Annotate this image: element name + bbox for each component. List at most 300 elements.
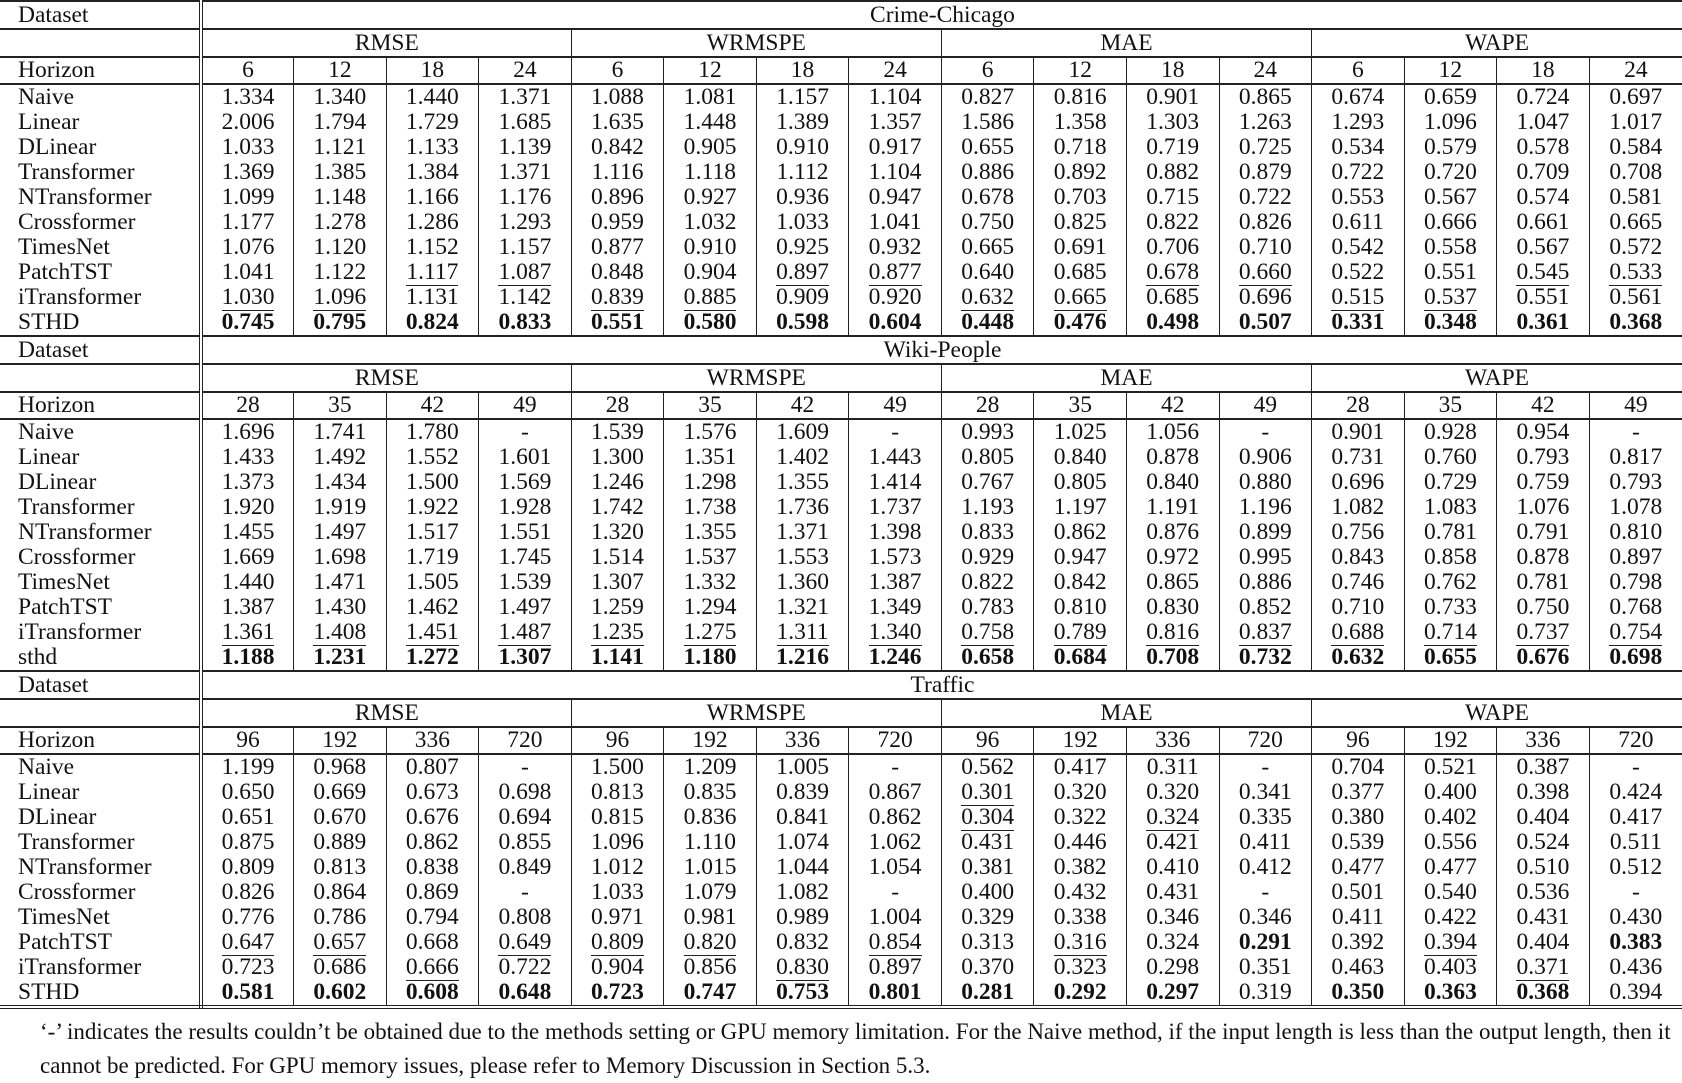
second-best-value: 0.647 xyxy=(221,929,275,955)
metric-cell xyxy=(941,185,1034,210)
metric-cell xyxy=(386,620,479,645)
metric-cell xyxy=(849,520,942,545)
value: 1.389 xyxy=(776,109,829,135)
metric-cell xyxy=(849,830,942,855)
value: 1.303 xyxy=(1146,109,1200,135)
value: 0.972 xyxy=(1146,544,1200,570)
metric-cell xyxy=(1404,905,1497,930)
metric-cell xyxy=(1312,210,1405,235)
metric-cell xyxy=(1219,235,1312,260)
value: 0.539 xyxy=(1331,829,1385,855)
value: 1.307 xyxy=(591,569,644,595)
value: 0.338 xyxy=(1053,904,1107,930)
metric-cell xyxy=(1034,754,1127,780)
value: 0.551 xyxy=(1516,284,1570,310)
metric-cell xyxy=(756,135,849,160)
table-row xyxy=(0,185,1682,210)
method-name: DLinear xyxy=(0,470,201,495)
horizon-value: 336 xyxy=(1497,727,1590,754)
metric-cell xyxy=(1497,84,1590,110)
metric-cell xyxy=(294,110,387,135)
metric-cell xyxy=(1497,419,1590,445)
metric-cell xyxy=(479,495,572,520)
value: 1.742 xyxy=(591,494,644,520)
value: 0.536 xyxy=(1516,879,1570,905)
value: 0.767 xyxy=(961,469,1015,495)
metric-cell xyxy=(1312,570,1405,595)
second-best-value: 0.737 xyxy=(1516,619,1570,645)
metric-cell xyxy=(479,955,572,980)
metric-cell xyxy=(1034,210,1127,235)
metric-cell xyxy=(1589,160,1682,185)
metric-cell xyxy=(571,210,664,235)
metric-cell xyxy=(1497,185,1590,210)
metric-cell xyxy=(1404,620,1497,645)
value: 1.371 xyxy=(498,84,552,110)
table-row xyxy=(0,235,1682,260)
metric-cell xyxy=(1404,185,1497,210)
value: 1.539 xyxy=(591,419,644,445)
metric-cell xyxy=(664,520,757,545)
metric-cell xyxy=(1404,235,1497,260)
value: 0.387 xyxy=(1516,754,1570,780)
method-name: Transformer xyxy=(0,495,201,520)
second-best-value: 1.487 xyxy=(498,619,552,645)
horizon-value: 6 xyxy=(201,57,294,84)
best-value: 1.180 xyxy=(683,644,737,670)
method-name: Naive xyxy=(0,419,201,445)
second-best-value: 0.319 xyxy=(1238,979,1292,1005)
best-value: 0.632 xyxy=(1331,644,1385,670)
metric-cell xyxy=(664,754,757,780)
value: - xyxy=(1261,419,1270,445)
value: 1.131 xyxy=(405,284,459,310)
value: 0.756 xyxy=(1331,519,1385,545)
metric-cell xyxy=(1404,110,1497,135)
metric-cell xyxy=(571,805,664,830)
value: 0.842 xyxy=(591,134,644,160)
value: 0.807 xyxy=(405,754,459,780)
metric-cell xyxy=(1312,830,1405,855)
table-row xyxy=(0,595,1682,620)
metric-cell xyxy=(1312,285,1405,310)
value: 1.032 xyxy=(683,209,737,235)
metric-cell xyxy=(386,445,479,470)
best-value: 0.331 xyxy=(1331,309,1385,335)
second-best-value: 1.408 xyxy=(313,619,367,645)
horizon-value: 28 xyxy=(1312,392,1405,419)
value: 0.346 xyxy=(1238,904,1292,930)
value: 0.910 xyxy=(683,234,737,260)
metric-cell xyxy=(1312,905,1405,930)
value: 0.876 xyxy=(1146,519,1200,545)
value: 0.719 xyxy=(1146,134,1200,160)
metric-cell xyxy=(386,235,479,260)
horizon-value: 28 xyxy=(201,392,294,419)
metric-cell xyxy=(941,830,1034,855)
metric-cell xyxy=(849,780,942,805)
second-best-value: 0.816 xyxy=(1146,619,1200,645)
metric-cell xyxy=(664,185,757,210)
value: 1.152 xyxy=(405,234,459,260)
value: 0.989 xyxy=(776,904,829,930)
horizon-value: 6 xyxy=(571,57,664,84)
metric-header: RMSE xyxy=(201,29,571,57)
metric-cell xyxy=(1126,160,1219,185)
value: 0.403 xyxy=(1423,954,1477,980)
value: 0.889 xyxy=(313,829,367,855)
horizon-value: 720 xyxy=(1219,727,1312,754)
metric-cell xyxy=(201,520,294,545)
metric-cell xyxy=(1126,419,1219,445)
metric-cell xyxy=(1126,495,1219,520)
metric-cell xyxy=(1589,545,1682,570)
metric-cell xyxy=(1497,135,1590,160)
value: 0.402 xyxy=(1423,804,1477,830)
metric-cell xyxy=(479,805,572,830)
value: 1.741 xyxy=(313,419,367,445)
metric-cell xyxy=(294,980,387,1007)
metric-cell xyxy=(201,830,294,855)
dataset-header-row xyxy=(0,1,1682,29)
second-best-value: 0.837 xyxy=(1238,619,1292,645)
method-name: NTransformer xyxy=(0,520,201,545)
value: 0.477 xyxy=(1423,854,1477,880)
second-best-value: 1.117 xyxy=(406,259,459,285)
metric-cell xyxy=(201,135,294,160)
metric-cell xyxy=(386,495,479,520)
metric-cell xyxy=(1589,495,1682,520)
horizon-value: 35 xyxy=(1404,392,1497,419)
table-row xyxy=(0,930,1682,955)
metric-cell xyxy=(1589,855,1682,880)
metric-cell xyxy=(849,805,942,830)
best-value: 1.272 xyxy=(405,644,459,670)
metric-cell xyxy=(1404,780,1497,805)
value: 0.722 xyxy=(498,954,552,980)
metric-cell xyxy=(664,445,757,470)
value: 0.436 xyxy=(1609,954,1663,980)
value: 0.897 xyxy=(868,954,922,980)
metric-header: WRMSPE xyxy=(571,29,941,57)
value: 0.816 xyxy=(1053,84,1107,110)
metric-cell xyxy=(849,595,942,620)
best-value: 0.648 xyxy=(498,979,552,1005)
metric-cell xyxy=(294,310,387,336)
value: 0.793 xyxy=(1516,444,1570,470)
metric-cell xyxy=(1219,545,1312,570)
value: - xyxy=(1631,879,1640,905)
metric-cell xyxy=(201,419,294,445)
metric-cell xyxy=(294,235,387,260)
value: 1.196 xyxy=(1238,494,1292,520)
value: 1.794 xyxy=(313,109,367,135)
metric-cell xyxy=(1219,930,1312,955)
metric-header-row xyxy=(0,29,1682,57)
value: 1.500 xyxy=(591,754,644,780)
metric-cell xyxy=(201,905,294,930)
metric-cell xyxy=(664,780,757,805)
metric-header: MAE xyxy=(941,364,1311,392)
value: 1.685 xyxy=(498,109,552,135)
second-best-value: 0.789 xyxy=(1053,619,1107,645)
value: - xyxy=(521,879,529,905)
value: 1.433 xyxy=(221,444,275,470)
horizon-value: 42 xyxy=(386,392,479,419)
metric-cell xyxy=(756,855,849,880)
metric-cell xyxy=(1312,310,1405,336)
value: 0.341 xyxy=(1238,779,1292,805)
value: 0.750 xyxy=(961,209,1015,235)
table-row xyxy=(0,545,1682,570)
horizon-header-row xyxy=(0,727,1682,754)
metric-cell xyxy=(386,830,479,855)
metric-cell xyxy=(201,310,294,336)
value: 0.830 xyxy=(1146,594,1200,620)
metric-cell xyxy=(1126,855,1219,880)
method-name: iTransformer xyxy=(0,955,201,980)
metric-cell xyxy=(1497,805,1590,830)
metric-cell xyxy=(1126,880,1219,905)
value: 1.199 xyxy=(221,754,275,780)
value: - xyxy=(891,879,900,905)
value: 0.323 xyxy=(1053,954,1107,980)
metric-cell xyxy=(1497,645,1590,671)
metric-cell xyxy=(294,570,387,595)
metric-cell xyxy=(1034,855,1127,880)
metric-cell xyxy=(756,880,849,905)
metric-cell xyxy=(1126,185,1219,210)
metric-cell xyxy=(479,445,572,470)
metric-cell xyxy=(756,520,849,545)
value: 1.537 xyxy=(683,544,737,570)
metric-cell xyxy=(1219,754,1312,780)
metric-cell xyxy=(664,855,757,880)
metric-cell xyxy=(1589,470,1682,495)
metric-cell xyxy=(849,285,942,310)
metric-cell xyxy=(1034,545,1127,570)
metric-cell xyxy=(756,955,849,980)
value: 0.901 xyxy=(1146,84,1200,110)
metric-cell xyxy=(386,780,479,805)
value: 0.324 xyxy=(1146,929,1200,955)
value: 1.500 xyxy=(405,469,459,495)
second-best-value: 0.666 xyxy=(405,954,459,980)
value: 0.685 xyxy=(1053,259,1107,285)
value: 1.286 xyxy=(405,209,459,235)
value: 0.835 xyxy=(683,779,737,805)
value: 1.005 xyxy=(776,754,829,780)
value: - xyxy=(521,754,529,780)
second-best-value: 0.545 xyxy=(1516,259,1570,285)
value: 1.497 xyxy=(313,519,367,545)
value: 0.424 xyxy=(1609,779,1663,805)
metric-cell xyxy=(1497,830,1590,855)
value: 1.209 xyxy=(683,754,737,780)
value: 1.492 xyxy=(313,444,367,470)
metric-cell xyxy=(664,135,757,160)
metric-cell xyxy=(1034,930,1127,955)
second-best-value: 0.371 xyxy=(1516,954,1570,980)
metric-cell xyxy=(664,805,757,830)
metric-cell xyxy=(1219,210,1312,235)
value: 0.781 xyxy=(1423,519,1477,545)
value: 1.015 xyxy=(683,854,737,880)
value: 0.346 xyxy=(1146,904,1200,930)
horizon-label: Horizon xyxy=(0,727,201,754)
value: 0.696 xyxy=(1238,284,1292,310)
value: 0.910 xyxy=(776,134,829,160)
value: 0.392 xyxy=(1331,929,1385,955)
table-row xyxy=(0,805,1682,830)
metric-cell xyxy=(1126,110,1219,135)
dataset-name: Traffic xyxy=(201,671,1682,699)
metric-cell xyxy=(201,545,294,570)
value: 0.710 xyxy=(1331,594,1385,620)
value: 1.074 xyxy=(776,829,829,855)
value: 1.076 xyxy=(1516,494,1570,520)
metric-cell xyxy=(294,545,387,570)
method-name: Crossformer xyxy=(0,545,201,570)
best-value: 0.281 xyxy=(961,979,1015,1005)
metric-header: WAPE xyxy=(1312,699,1682,727)
value: 0.794 xyxy=(405,904,459,930)
metric-cell xyxy=(1219,185,1312,210)
metric-cell xyxy=(386,570,479,595)
best-value: 1.188 xyxy=(221,644,275,670)
value: 0.511 xyxy=(1609,829,1662,855)
value: 0.838 xyxy=(405,854,459,880)
horizon-value: 28 xyxy=(941,392,1034,419)
metric-cell xyxy=(201,980,294,1007)
best-value: 0.658 xyxy=(961,644,1015,670)
value: 1.041 xyxy=(221,259,275,285)
metric-cell xyxy=(941,980,1034,1007)
metric-cell xyxy=(1404,880,1497,905)
value: 1.300 xyxy=(591,444,644,470)
metric-cell xyxy=(941,545,1034,570)
value: 0.864 xyxy=(313,879,367,905)
metric-cell xyxy=(1312,419,1405,445)
metric-cell xyxy=(756,780,849,805)
horizon-header-row xyxy=(0,392,1682,419)
value: 1.054 xyxy=(868,854,922,880)
table-row xyxy=(0,620,1682,645)
value: 1.371 xyxy=(776,519,829,545)
value: 0.320 xyxy=(1146,779,1200,805)
metric-cell xyxy=(1219,880,1312,905)
metric-cell xyxy=(571,310,664,336)
metric-cell xyxy=(294,595,387,620)
table-row xyxy=(0,310,1682,336)
horizon-value: 192 xyxy=(294,727,387,754)
value: 1.120 xyxy=(313,234,367,260)
metric-cell xyxy=(1034,645,1127,671)
value: 1.551 xyxy=(498,519,552,545)
metric-cell xyxy=(1589,905,1682,930)
second-best-value: 1.451 xyxy=(405,619,459,645)
horizon-value: 336 xyxy=(756,727,849,754)
method-name: Transformer xyxy=(0,830,201,855)
metric-cell xyxy=(1312,470,1405,495)
metric-cell xyxy=(941,260,1034,285)
metric-cell xyxy=(571,855,664,880)
value: 0.404 xyxy=(1516,804,1570,830)
metric-cell xyxy=(1404,805,1497,830)
best-value: 0.363 xyxy=(1423,979,1477,1005)
second-best-value: 0.301 xyxy=(961,779,1015,805)
value: 0.855 xyxy=(498,829,552,855)
metric-cell xyxy=(1497,160,1590,185)
value: 1.104 xyxy=(868,159,922,185)
value: 1.729 xyxy=(405,109,459,135)
metric-cell xyxy=(201,495,294,520)
metric-cell xyxy=(571,285,664,310)
metric-cell xyxy=(479,185,572,210)
value: 1.033 xyxy=(776,209,829,235)
value: 0.335 xyxy=(1238,804,1292,830)
value: 0.886 xyxy=(961,159,1015,185)
second-best-value: 0.820 xyxy=(683,929,737,955)
metric-cell xyxy=(941,520,1034,545)
value: 0.995 xyxy=(1238,544,1292,570)
dataset-label: Dataset xyxy=(0,671,201,699)
value: 0.810 xyxy=(1053,594,1107,620)
metric-cell xyxy=(571,595,664,620)
value: - xyxy=(891,754,900,780)
metric-cell xyxy=(1497,445,1590,470)
table-row xyxy=(0,570,1682,595)
metric-cell xyxy=(1404,84,1497,110)
value: 0.862 xyxy=(405,829,459,855)
value: 0.400 xyxy=(1423,779,1477,805)
value: 0.805 xyxy=(961,444,1015,470)
metric-cell xyxy=(849,135,942,160)
best-value: 0.732 xyxy=(1238,644,1292,670)
value: 0.578 xyxy=(1516,134,1570,160)
horizon-value: 12 xyxy=(294,57,387,84)
metric-cell xyxy=(1589,110,1682,135)
horizon-value: 18 xyxy=(1126,57,1219,84)
value: 0.954 xyxy=(1516,419,1570,445)
table-row xyxy=(0,110,1682,135)
results-table-body xyxy=(0,1,1682,1007)
value: 0.412 xyxy=(1238,854,1292,880)
metric-cell xyxy=(756,905,849,930)
metric-cell xyxy=(664,930,757,955)
value: 1.455 xyxy=(221,519,275,545)
method-name: iTransformer xyxy=(0,285,201,310)
best-value: 0.581 xyxy=(221,979,275,1005)
value: 0.897 xyxy=(1609,544,1663,570)
metric-cell xyxy=(386,595,479,620)
metric-cell xyxy=(386,110,479,135)
metric-cell xyxy=(1219,110,1312,135)
metric-cell xyxy=(1034,419,1127,445)
second-best-value: 0.649 xyxy=(498,929,552,955)
metric-cell xyxy=(664,905,757,930)
metric-cell xyxy=(294,955,387,980)
value: 0.875 xyxy=(221,829,275,855)
table-row xyxy=(0,470,1682,495)
value: 0.562 xyxy=(961,754,1015,780)
value: 1.351 xyxy=(683,444,737,470)
second-best-value: 0.839 xyxy=(591,284,644,310)
metric-cell xyxy=(1034,470,1127,495)
metric-cell xyxy=(1034,185,1127,210)
metric-cell xyxy=(571,419,664,445)
value: 1.514 xyxy=(591,544,644,570)
